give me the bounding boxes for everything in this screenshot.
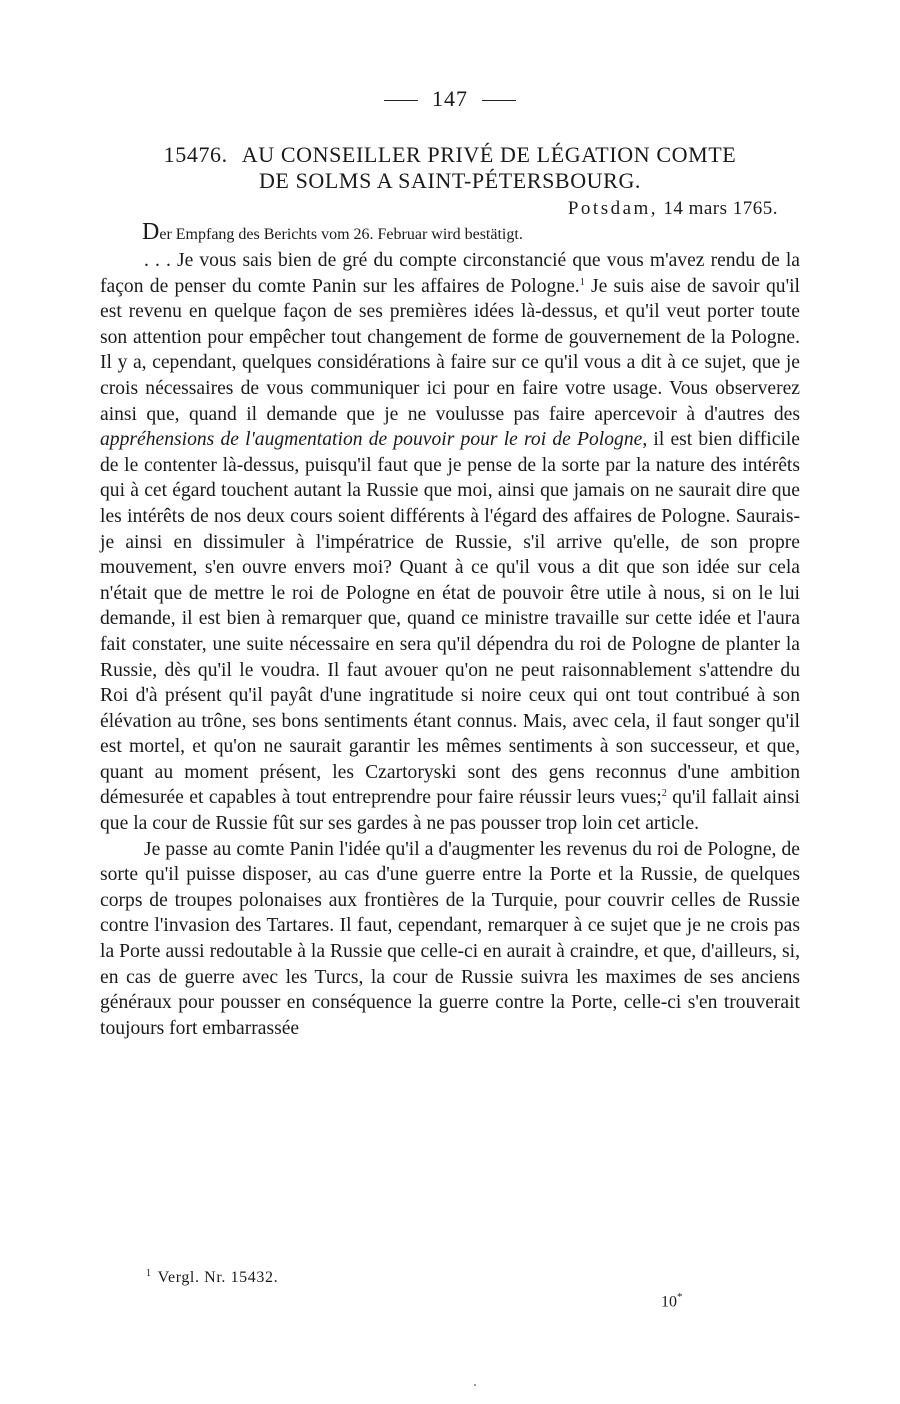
summary-dropcap: D [142,219,160,245]
page-header [0,86,900,112]
place-date-line [568,198,778,220]
paragraph-1-italic: appréhensions de l'augmentation de pouvoir pour le roi de Pologne [100,429,643,451]
footnote-1 [146,1268,278,1287]
header-dash-left [384,100,418,101]
letter-number: 15476. [163,142,228,167]
paragraph-1 [100,248,800,837]
summary-note [142,219,523,246]
footnote-text: Vergl. Nr. 15432. [157,1269,279,1286]
signature-star: * [677,1291,683,1303]
signature-text: 10 [661,1293,677,1311]
footnote-ref-2: 2 [661,788,667,800]
footnote-marker: 1 [146,1268,152,1279]
paragraph-1-part-4: qu'il fallait ainsi que la cour de Russie fût sur ses gardes à ne pas pousser trop loin cet article. [100,787,800,835]
paragraph-1-part-2: Je suis aise de savoir qu'il est revenu en quelque façon de ses premières idées là-dessus, et qu'il veut porter toute son attention pour empêcher tout changement de forme de gouvernement de la Pologne. Il y a, cependant, quelques considérations à faire sur ce qu'il vous a dit à ce sujet, que je crois nécessaires de vous communiquer ici pour en faire votre usage. Vous observerez ainsi que, quand il demande que je ne voulusse pas faire apercevoir à d'autres des [100,275,800,425]
header-dash-right [482,100,516,101]
heading-line-1 [100,142,800,168]
print-speck [474,1384,476,1386]
heading-title-line2: DE SOLMS A SAINT-PÉTERSBOURG. [258,168,642,193]
heading-title-line1: AU CONSEILLER PRIVÉ DE LÉGATION COMTE [241,142,737,167]
paragraph-2: Je passe au comte Panin l'idée qu'il a d'augmenter les revenus du roi de Pologne, de sorte qu'il puisse disposer, au cas d'une guerre entre la Porte et la Russie, de quelques corps de troupes polonaises aux frontières de la Turquie, pour couvrir celles de Russie contre l'invasion des Tartares. Il faut, cependant, remarquer à ce sujet que je ne crois pas la Porte aussi redoutable à la Russie que celle-ci en aurait à craindre, et que, d'ailleurs, si, en cas de guerre avec les Turcs, la cour de Russie suivra les maximes de ses anciens généraux pour pousser en conséquence la guerre contre la Porte, celle-ci s'en trouverait toujours fort embarrassée [100,838,800,1039]
place: Potsdam, [567,198,659,219]
paragraph-1-part-1: . . . Je vous sais bien de gré du compte circonstancié que vous m'avez rendu de la façon de penser du comte Panin sur les affaires de Pologne. [100,250,800,297]
letter-heading [100,142,800,194]
summary-text: er Empfang des Berichts vom 26. Februar wird bestätigt. [159,226,523,243]
page-number: 147 [432,86,468,111]
footnote-ref-1: 1 [579,276,585,288]
letter-body [100,248,800,1041]
date: 14 mars 1765. [663,198,778,219]
paragraph-1-part-3: , il est bien difficile de le contenter là-dessus, puisqu'il faut que je pense de la sorte par la nature des intérêts qui à cet égard touchent autant la Russie que moi, ainsi que jamais on ne saurait dire que les intérêts de nos deux cours soient différents à l'égard des affaires de Pologne. Saurais-je ainsi en dissimuler à l'impératrice de Russie, s'il arrive qu'elle, de son propre mouvement, s'en ouvre envers moi? Quant à ce qu'il vous a dit que son idée sur cela n'était que de mettre le roi de Pologne en état de pouvoir être utile à nous, si on le lui demande, il est bien à remarquer que, quand ce ministre travaille sur cette idée et l'aura fait constater, une suite nécessaire en sera qu'il dépendra du roi de Pologne de planter la Russie, dès qu'il le voudra. Il faut avouer qu'on ne peut raisonnablement s'attendre du Roi d'à présent qu'il payât d'une ingratitude si noire ceux qui ont tout contribué à son élévation au trône, ses bons sentiments étant connus. Mais, avec cela, il faut songer qu'il est mortel, et qu'on ne saurait garantir les mêmes sentiments à son successeur, et que, quant au moment présent, les Czartoryski sont des gens reconnus d'une ambition démesurée et capables à tout entreprendre pour faire réussir leurs vues; [100,429,800,809]
signature-mark [661,1291,683,1311]
